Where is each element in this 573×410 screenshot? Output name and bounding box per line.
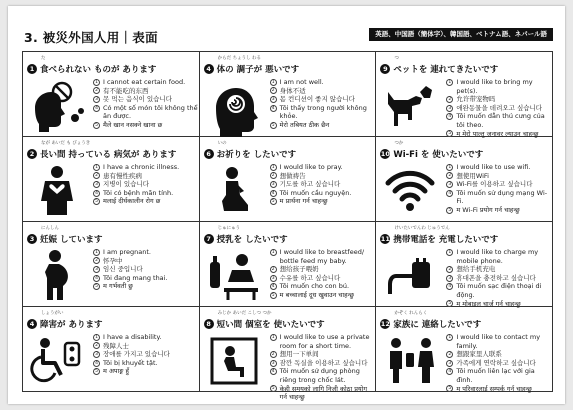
cell-title: Wi-Fi を 使いたいです (393, 150, 484, 160)
line-ko: 3 임신 중입니다 (93, 265, 199, 274)
chronic-illness-icon (29, 163, 85, 217)
line-ko: 3 수유를 하고 싶습니다 (270, 274, 376, 283)
phrase-cell (23, 307, 200, 392)
line-ko: 3 기도를 하고 싶습니다 (270, 180, 376, 189)
line-ko: 3 잠깐 독실을 이용하고 싶습니다 (270, 359, 376, 368)
info-sheet (8, 6, 565, 404)
line-zh: 2 允许带宠物吗 (446, 95, 552, 104)
cell-number: 7 (204, 234, 214, 244)
line-ko: 3 몸 컨디션이 좋지 않습니다 (270, 95, 376, 104)
furigana: つか (394, 141, 404, 146)
page-title: 3. 被災外国人用｜表面 (24, 30, 158, 45)
line-vi: 4 Tôi muốn sử dụng mạng Wi-Fi. (446, 189, 552, 206)
line-ne: 5 केही समयको लागि निजी कोठा प्रयोग गर्न चाहन्छु (270, 385, 376, 402)
phrase-cell (200, 137, 377, 222)
line-ne: 5 म परिवारलाई सम्पर्क गर्न चाहन्छु (446, 385, 552, 394)
line-zh: 2 想用一下单间 (270, 350, 376, 359)
line-vi: 4 Tôi muốn cho con bú. (270, 282, 376, 291)
cell-title: 短い間 個室を 使いたいです (216, 320, 325, 330)
phrase-cell (376, 307, 553, 392)
disability-icon (29, 333, 85, 387)
phrase-cell (23, 52, 200, 137)
cell-number: 1 (27, 64, 37, 74)
line-zh: 2 残障人士 (93, 342, 199, 351)
line-vi: 4 Tôi muốn cầu nguyện. (270, 189, 376, 198)
cell-title: ペットを 連れてきたいです (393, 65, 499, 75)
cell-title: 家族に 連絡したいです (393, 320, 482, 330)
line-vi: 4 Tôi muốn sạc điện thoại di động. (446, 282, 552, 299)
cell-number: 12 (380, 320, 390, 328)
family-contact-icon (382, 333, 438, 387)
line-en: 1 I would like to use wifi. (446, 163, 552, 172)
furigana: た (41, 56, 46, 61)
line-en: 1 I would like to charge my mobile phone. (446, 248, 552, 265)
cell-number: 11 (380, 235, 390, 243)
phone-charge-icon (382, 248, 438, 302)
cell-title: 授乳を したいです (216, 235, 288, 245)
cell-number: 9 (380, 64, 390, 74)
line-en: 1 I have a chronic illness. (93, 163, 199, 172)
line-ko: 3 장애를 가지고 있습니다 (93, 350, 199, 359)
line-en: 1 I am pregnant. (93, 248, 199, 257)
phrase-grid (22, 51, 553, 402)
phrase-cell (23, 222, 200, 307)
private-room-icon (206, 333, 262, 387)
line-en: 1 I cannot eat certain food. (93, 78, 199, 87)
allergy-food-icon (29, 78, 85, 132)
line-ne: 5 म प्रार्थना गर्न चाहन्छु (270, 197, 376, 206)
pet-dog-icon (382, 78, 438, 132)
prayer-icon (206, 163, 262, 217)
cell-number: 10 (380, 150, 390, 158)
cell-number: 2 (27, 149, 37, 159)
phrase-cell (200, 222, 377, 307)
cell-number: 8 (204, 319, 214, 329)
furigana: みじか あいだ こしつ つか (217, 311, 272, 316)
line-ko: 3 휴대폰을 충전하고 싶습니다 (446, 274, 552, 283)
line-ne: 5 म बच्चालाई दूध खुवाउन चाहन्छु (270, 291, 376, 300)
cell-number: 6 (204, 149, 214, 159)
line-zh: 2 身体不适 (270, 87, 376, 96)
breastfeed-icon (206, 248, 262, 302)
furigana: いの (217, 141, 227, 146)
cell-title: 障害が あります (40, 320, 103, 330)
line-zh: 2 有不能吃的东西 (93, 87, 199, 96)
line-vi: 4 Tôi muốn sử dụng phòng riêng trong chốc lát. (270, 367, 376, 384)
cell-title: 食べられない ものが あります (40, 65, 157, 75)
furigana: つ (394, 56, 399, 61)
line-ne: 5 म Wi-Fi प्रयोग गर्न चाहन्छु (446, 206, 552, 215)
phrase-cell (200, 307, 377, 402)
cell-title: 長い間 持っている 病気が あります (40, 150, 177, 160)
line-zh: 2 想跟家里人联系 (446, 350, 552, 359)
phrase-cell (376, 52, 553, 137)
line-zh: 2 想给孩子喂奶 (270, 265, 376, 274)
cell-title: 体の 調子が 悪いです (216, 65, 300, 75)
phrase-cell (376, 222, 553, 307)
cell-title: お祈りを したいです (216, 150, 297, 160)
unwell-icon (206, 78, 262, 132)
phrase-cell (200, 52, 377, 137)
furigana: からだ ちょうし わる (217, 56, 262, 61)
line-ko: 3 지병이 있습니다 (93, 180, 199, 189)
cell-title: 携帯電話を 充電したいです (393, 235, 499, 245)
line-vi: 4 Tôi muốn dẫn thú cưng của tôi theo. (446, 112, 552, 129)
furigana: かぞく れんらく (394, 311, 428, 316)
cell-title: 妊娠 しています (40, 235, 103, 245)
wifi-icon (382, 163, 438, 217)
line-vi: 4 Tôi đang mang thai. (93, 274, 199, 283)
line-vi: 4 Tôi có bệnh mãn tính. (93, 189, 199, 198)
line-zh: 2 想给手机充电 (446, 265, 552, 274)
line-en: 1 I have a disability. (93, 333, 199, 342)
line-zh: 2 想做祷告 (270, 172, 376, 181)
furigana: けいたいでんわ じゅうでん (394, 226, 450, 231)
line-zh: 2 患有慢性疾病 (93, 172, 199, 181)
furigana: しょうがい (41, 311, 64, 316)
line-ne: 5 म मेरो पाल्तु जनावर ल्याउन चाहन्छु (446, 130, 552, 139)
line-ko: 3 가족에게 연락하고 싶습니다 (446, 359, 552, 368)
line-ne: 5 म गर्भवती छु (93, 282, 199, 291)
line-ne: 5 मैले खान नसक्ने खाना छ (93, 121, 199, 130)
line-en: 1 I would like to bring my pet(s). (446, 78, 552, 95)
line-vi: 4 Tôi muốn liên lạc với gia đình. (446, 367, 552, 384)
line-ne: 5 म अपाङ्ग हुँ (93, 367, 199, 376)
line-ne: 5 मलाई दीर्घकालीन रोग छ (93, 197, 199, 206)
line-en: 1 I would like to breastfeed/ bottle feed my baby. (270, 248, 376, 265)
line-ne: 5 मेरो तबियत ठीक छैन (270, 121, 376, 130)
phrase-cell (23, 137, 200, 222)
line-ko: 3 Wi-Fi를 이용하고 싶습니다 (446, 180, 552, 189)
line-en: 1 I would like to contact my family. (446, 333, 552, 350)
line-ko: 3 못 먹는 음식이 있습니다 (93, 95, 199, 104)
phrase-cell (376, 137, 553, 222)
line-vi: 4 Tôi bị khuyết tật. (93, 359, 199, 368)
furigana: にんしん (41, 226, 59, 231)
line-en: 1 I would like to use a private room for a short time. (270, 333, 376, 350)
line-vi: 4 Có một số món tôi không thể ăn được. (93, 104, 199, 121)
cell-number: 3 (27, 234, 37, 244)
line-zh: 2 想使用WiFi (446, 172, 552, 181)
line-vi: 4 Tôi thấy trong người không khỏe. (270, 104, 376, 121)
pregnant-icon (29, 248, 85, 302)
languages-badge: 英語、中国語（簡体字）、韓国語、ベトナム語、ネパール語 (369, 28, 553, 41)
furigana: なが あいだ も びょうき (41, 141, 91, 146)
line-zh: 2 怀孕中 (93, 257, 199, 266)
cell-number: 4 (204, 64, 214, 74)
cell-number: 4 (27, 319, 37, 329)
furigana: じゅにゅう (217, 226, 241, 231)
line-en: 1 I would like to pray. (270, 163, 376, 172)
line-en: 1 I am not well. (270, 78, 376, 87)
line-ko: 3 애완동물을 데려오고 싶습니다 (446, 104, 552, 113)
line-ne: 5 म मोबाइल चार्ज गर्न चाहन्छु (446, 300, 552, 309)
